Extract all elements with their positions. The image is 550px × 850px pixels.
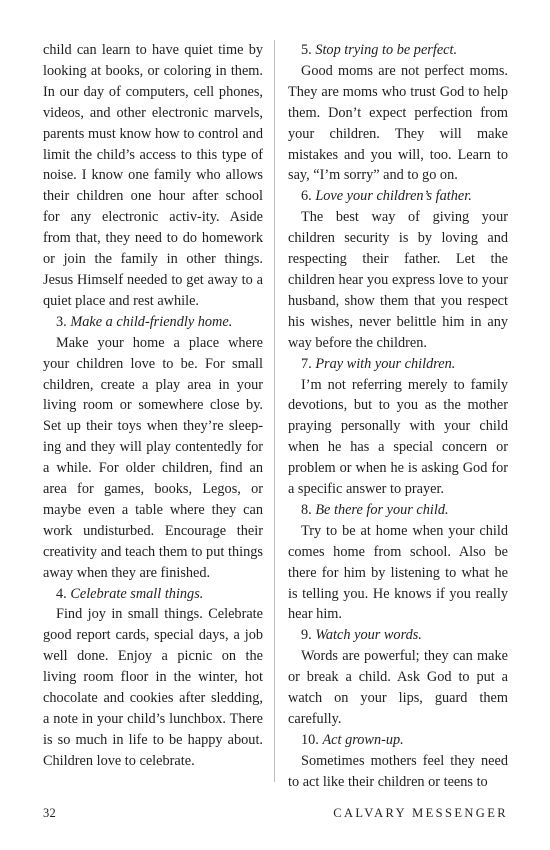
section-title: Stop trying to be perfect. — [315, 42, 458, 58]
section-heading — [288, 354, 508, 375]
body-paragraph: Try to be at home when your child comes home from school. Also be there for him by listening to what he is telling you. He knows if you really hear him. — [288, 522, 508, 623]
section-title: Love your children’s father. — [315, 188, 472, 205]
section-heading — [288, 730, 508, 751]
body-paragraph: Good moms are not perfect moms. They are moms who trust God to help them. Don’t expect perfection from your children. They will make mistakes and you will, too. Learn to say, “I’m sorry” and to go on. — [288, 62, 508, 184]
body-paragraph: Words are powerful; they can make or break a child. Ask God to put a watch on your lips, guard them carefully. — [288, 648, 508, 727]
section-title: Celebrate small things. — [70, 585, 204, 602]
body-paragraph: child can learn to have quiet time by looking at books, or coloring in them. In our day of computers, cell phones, videos, and other electronic marvels, parents must know how to control and limit the child’s access to this type of noise. I know one family who allows their children one hour after school for any electronic activ-ity. Aside from that, they need to do homework or join the family in other things. Jesus Himself needed to get away to a quiet place and rest awhile. — [43, 42, 263, 309]
section-heading — [288, 40, 508, 61]
body-paragraph: Make your home a place where your children love to be. For small children, create a play area in your living room or somewhere close by. Set up their toys when they’re sleep-ing and they will play contentedly for a while. For older children, find an area for games, books, Legos, or maybe even a table where they can work undisturbed. Encourage their creativity and teach them to put things away when they are finished. — [43, 334, 263, 581]
section-number: 7. — [301, 355, 312, 372]
column-divider — [274, 40, 275, 782]
right-column — [288, 40, 508, 793]
section-heading — [288, 500, 508, 521]
section-number: 5. — [301, 42, 312, 58]
section-title: Watch your words. — [315, 627, 422, 644]
running-footer-title: CALVARY MESSENGER — [333, 806, 508, 820]
body-paragraph: I’m not referring merely to family devotions, but to you as the mother praying personally with your child when he has a special concern or problem or when he is asking God for a specific answer to prayer. — [288, 376, 508, 498]
section-number: 8. — [301, 501, 312, 518]
section-heading — [288, 186, 508, 207]
section-number: 4. — [56, 585, 67, 602]
section-number: 3. — [56, 313, 67, 330]
section-heading — [43, 312, 263, 333]
section-title: Make a child-friendly home. — [70, 313, 233, 330]
section-number: 9. — [301, 627, 312, 644]
section-heading — [43, 584, 263, 605]
section-title: Act grown-up. — [322, 731, 404, 748]
section-number: 6. — [301, 188, 312, 205]
body-paragraph: Find joy in small things. Celebrate good report cards, special days, a job well done. Enjoy a picnic on the living room floor in the winter, hot chocolate and cookies after sledding, a note in your child’s lunchbox. There is so much in life to be happy about. Children love to celebrate. — [43, 606, 263, 769]
left-column — [43, 40, 263, 772]
section-heading — [288, 625, 508, 646]
section-title: Be there for your child. — [315, 501, 449, 518]
page-number: 32 — [43, 806, 57, 820]
body-paragraph: Sometimes mothers feel they need to act like their children or teens to — [288, 752, 508, 790]
body-paragraph: The best way of giving your children security is by loving and respecting their father. Let the children hear you express love to your husband, show them that you respect his wishes, never belittle him in any way before the children. — [288, 209, 508, 351]
section-number: 10. — [301, 731, 319, 748]
section-title: Pray with your children. — [315, 355, 456, 372]
